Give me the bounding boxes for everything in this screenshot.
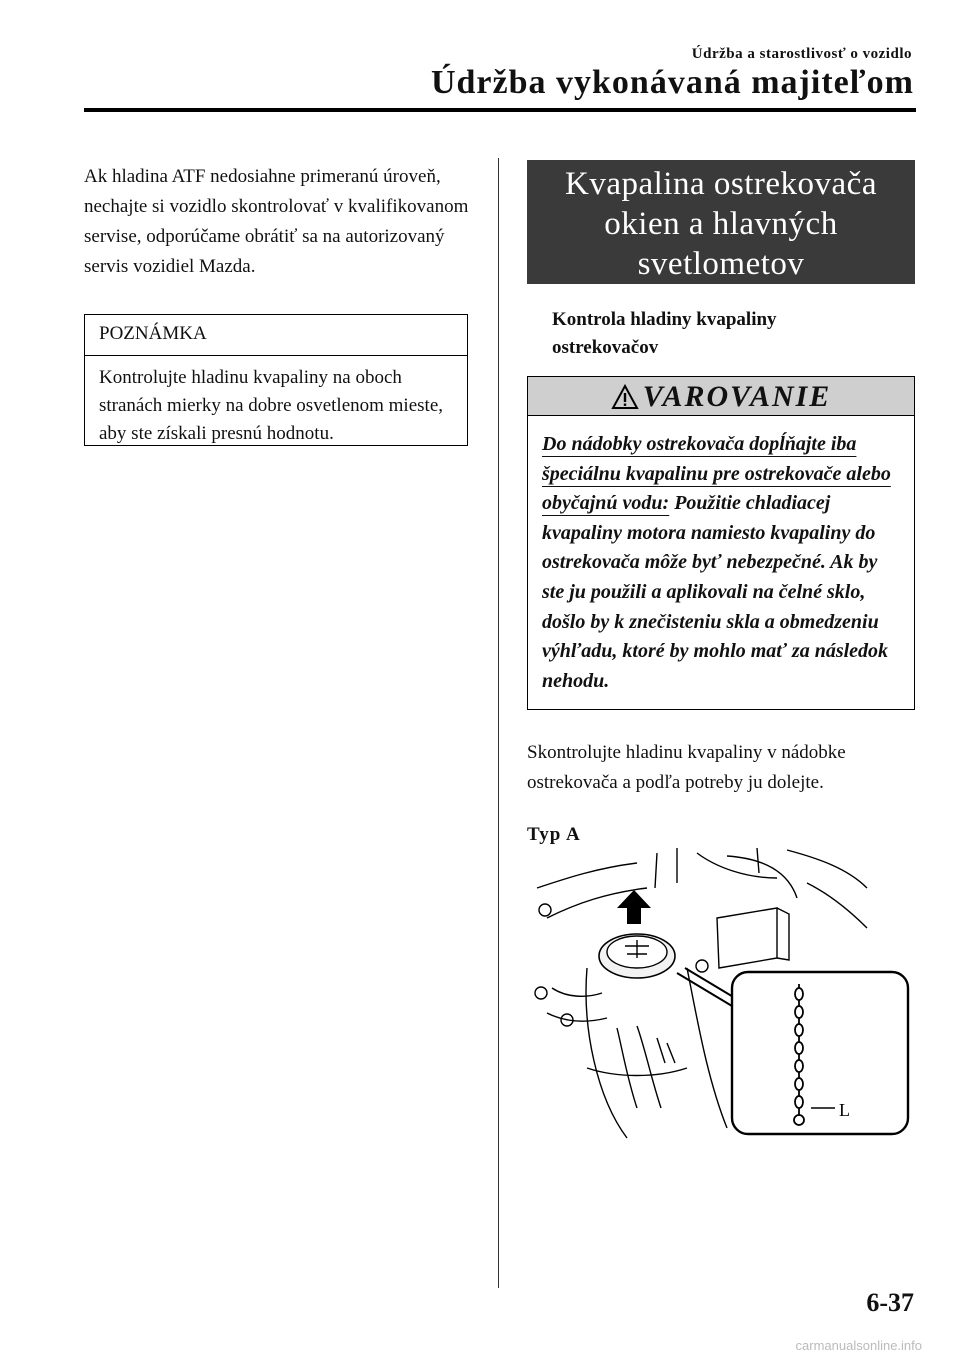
note-text: Kontrolujte hladinu kvapaliny na oboch stranách mierky na dobre osvetlenom mieste, aby ste získali presnú hodnotu. bbox=[99, 367, 444, 444]
warning-triangle-icon bbox=[611, 384, 639, 410]
check-instruction: Skontrolujte hladinu kvapaliny v nádobke ostrekovača a podľa potreby ju dolejte. bbox=[527, 742, 846, 793]
subheading: Kontrola hladiny kvapaliny ostrekovačov bbox=[552, 309, 777, 358]
warning-title: VAROVANIE bbox=[642, 380, 832, 413]
warning-text: Použitie chladiacej kvapaliny motora namiesto kvapaliny do ostrekovača môže byť nebezpečné. Ak by ste ju použili a aplikovali na čelné sklo, došlo by k znečisteniu skla a obmedzeniu výhľadu, ktoré by mohlo mať za následok nehodu. bbox=[542, 492, 889, 692]
atf-paragraph: Ak hladina ATF nedosiahne primeranú úroveň, nechajte si vozidlo skontrolovať v kvalifikovanom servise, odporúčame obrátiť sa na autorizovaný servis vozidiel Mazda. bbox=[84, 166, 469, 277]
column-divider bbox=[498, 158, 499, 1288]
figure-label: Typ A bbox=[527, 824, 581, 845]
header-rule bbox=[84, 108, 916, 112]
warning-header bbox=[528, 377, 914, 416]
warning-body bbox=[528, 416, 914, 696]
page-title: Údržba vykonávaná majiteľom bbox=[430, 64, 914, 101]
warning-underlined-text: Do nádobky ostrekovača dopĺňajte iba špeciálnu kvapalinu pre ostrekovače alebo obyčajnú vodu: bbox=[542, 433, 891, 515]
section-title-line3: svetlometov bbox=[637, 246, 805, 282]
page-number: 6-37 bbox=[866, 1288, 914, 1317]
section-title-line1: Kvapalina ostrekovača bbox=[565, 166, 877, 202]
figure-callout-l: L bbox=[839, 1100, 850, 1120]
warning-box bbox=[527, 376, 915, 710]
section-title-box bbox=[527, 160, 915, 284]
washer-reservoir-illustration bbox=[527, 848, 915, 1148]
arrow-up-icon bbox=[617, 890, 651, 924]
watermark: carmanualsonline.info bbox=[795, 1338, 922, 1353]
note-box bbox=[84, 314, 468, 446]
note-title: POZNÁMKA bbox=[85, 315, 467, 356]
section-title-line2: okien a hlavných bbox=[604, 206, 838, 242]
running-section-title: Údržba a starostlivosť o vozidlo bbox=[691, 46, 912, 62]
